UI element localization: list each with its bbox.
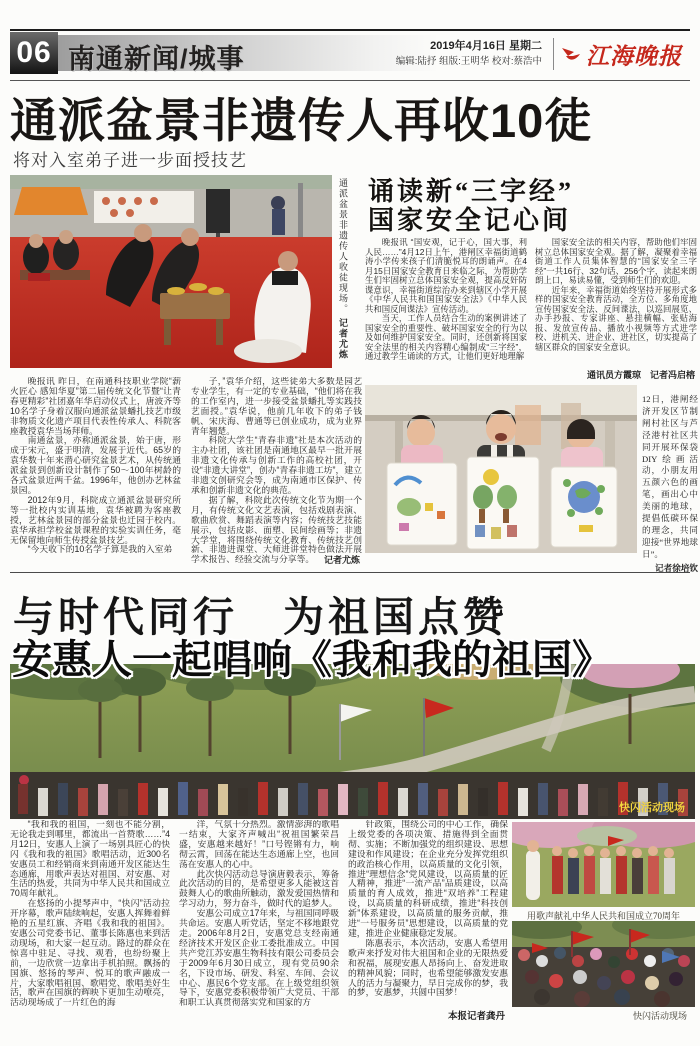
section-divider	[10, 572, 690, 573]
security-title-line1: 诵读新“三字经”	[368, 177, 575, 206]
group-photo-art	[10, 664, 695, 819]
kids-photo	[365, 385, 637, 553]
issue-date: 2019年4月16日 星期二	[430, 40, 542, 52]
lead-subhead: 将对入室弟子进一步面授技艺	[13, 151, 247, 170]
paragraph: 南通盆景，亦称通派盆景，始于唐，形成于宋元，盛于明清，发展于近代。65岁的袁华数十年来潜心研究盆景艺术，从传统通派盆景到创新设计制作了50～100年树龄的各式盆景近两千盆。1996年，他创办艺林盆景园。	[10, 435, 181, 495]
lead-byline: 记者尤炼	[323, 555, 360, 565]
lead-photo-credit: 记者尤炼	[338, 318, 348, 361]
lead-photo-caption	[337, 178, 350, 373]
security-byline: 通讯员方霞琼 记者冯启榕	[586, 370, 695, 380]
masthead	[560, 38, 688, 71]
tribute-photo-art	[512, 822, 695, 907]
flashmob-photo-art	[512, 921, 695, 1007]
group-photo	[10, 664, 695, 819]
masthead-title: 江海晚报	[586, 44, 682, 69]
earthday-credit: 记者徐培钦	[655, 562, 698, 573]
anhui-headline: 安惠人一起唱响《我和我的祖国》	[12, 638, 612, 682]
lead-photo-caption-text: 通派盆景非遗传人收徒现场。	[338, 178, 348, 315]
section-title: 南通新闻/城事	[68, 44, 245, 74]
paragraph: 科院大学生“青春非遗”社是本次活动的主办社团，该社团是南通地区最早一批开展非遗文化传承与创新工作的高校社团，开设“非遗大讲堂”，创办“青春非遗工坊”，建立非遗文创研究会等，成为南通市区保护、传承和创新非遗文化的典范。	[191, 435, 362, 495]
anhui-kicker: 与时代同行 为祖国点赞	[13, 594, 508, 640]
header-top-rule	[10, 29, 690, 31]
anhui-article	[10, 820, 508, 1040]
header-divider	[553, 38, 554, 70]
paragraph: “我和我的祖国，一刻也不能分割，无论我走到哪里，都流出一首赞歌……”4月12日，安惠人上演了一场别具匠心的快闪《我和我的祖国》歌唱活动，近300名安惠员工和经销商来到南通开发区能达生态通廊，用歌声表达对祖国、对安惠、对生活的热爱，共同为中华人民共和国成立70周年献礼。	[10, 820, 170, 899]
tribute-photo	[512, 822, 695, 907]
paragraph: 近年来，幸福街道始终坚持开展形式多样的国家安全教育活动，全方位、多角度地宣传国家安全法、反间谍法，以巡回展览、办手抄报、专家讲座、悬挂横幅、张贴海报、发放宣传品、播放小视频等方式进学校、进机关、进企业、进社区，切实提高了辖区群众的国家安全意识。	[535, 284, 697, 352]
kids-photo-art	[365, 385, 637, 553]
lead-column-2	[191, 377, 362, 565]
paragraph: “今天收下的10名学子算是我的入室弟	[27, 544, 173, 555]
paragraph: 晚报讯 “国安观，记于心，国大事，利人民……”4月12日上午，港闸区幸福街道鹤涛小学传来孩子们清脆悦耳的朗诵声。在4月15日国家安全教育日来临之际，为帮助学生们牢固树立总体国家安全观，提高反奸防谍意识，幸福街道综治办来到辖区小学开展《中华人民共和国国家安全法》《中华人民共和国反间谍法》宣传活动。	[365, 238, 527, 314]
paragraph: 在悠扬的小提琴声中，“快闪”活动拉开序幕，歌声陆续响起，安惠人挥舞着鲜艳的五星红旗、齐唱《我和我的祖国》。安惠公司党委书记、董事长陈惠也来到活动现场，和大家一起互动。路过的群众在惊喜中驻足、寻找、观看，也纷纷聚上前，一边欣赏一边拿出手机拍照。飘扬的国旗、悠扬的琴声、悦耳的歌声融成一片，大家歌唱祖国、歌唱党、歌唱美好生活，歌声在国旗的辉映下更加生动嘹亮，活动现场成了一片红色的海	[10, 898, 170, 1008]
lead-headline: 通派盆景非遗传人再收10徒	[10, 94, 593, 147]
security-article-title	[368, 177, 574, 235]
security-column-2	[535, 238, 697, 382]
header-meta	[396, 39, 542, 69]
paragraph: 当天，工作人员结合生动的案例讲述了国家安全的重要性、破坏国家安全的行为以及如何维护国家安全。同时，还创新将国家安全法里的相关内容精心编制成“三字经”，通过教学生诵读的方式，让他们更好地理解	[365, 313, 527, 361]
page-number: 06	[10, 32, 58, 74]
security-column-1	[365, 238, 527, 382]
anhui-column-3	[348, 820, 508, 1040]
paragraph: 陈惠表示，本次活动，安惠人希望用歌声来抒发对伟大祖国和企业的无限热爱和祝福，展现安惠人昂扬向上、奋发进取的精神风貌；同时，也希望能够激发安惠人的活力与凝聚力，早日完成你的梦，我的梦，安惠梦，共圆中国梦！	[348, 937, 508, 998]
flashmob-photo-caption: 快闪活动现场	[632, 1011, 687, 1021]
lead-column-1	[10, 377, 181, 565]
ceremony-photo-art	[10, 175, 332, 368]
paragraph: 2012年9月，科院成立通派盆景研究所等一批校内实训基地，袁华被聘为客座教授，艺林盆景园的部分盆景也迁园于校内。袁华承担学校盆景课程的实验实训任务，毫无保留地向师生传授盆景技艺。	[10, 494, 181, 545]
earthday-caption	[642, 394, 698, 572]
paragraph: 晚报讯 昨日，在南通科技职业学院“薪火匠心 感知华夏”第二届传统文化节暨“让青春更精彩”社团嘉年华启动仪式上，唐波齐等10名学子身着汉服向通派盆景蟠扎技艺市级非物质文化遗产项目代表性传承人、科院客座教授袁华当场拜师。	[10, 377, 181, 436]
paragraph: 针政策，围绕公司的中心工作，确保上级党委的各项决策、措施得到全面贯彻、实施；不断加强党的组织建设、思想建设和作风建设；在企业充分发挥党组织的政治核心作用，以高质量的文化引领，推进“理想信念”党风建设，以高质量的匠人精神，推进“一流产品”品质建设，以高质量的育人成效，推进“双培养”工程建设，以高质量的科研成绩，推进“科技创新”体系建设，以高质量的服务贡献，推进“一号服务员”思想建设，以高质量的党建，推进企业健康稳定发展。	[348, 820, 508, 938]
earthday-caption-text: 12日，港闸经济开发区节制闸村社区与芦泾港村社区共同开展环保袋DIY绘画活动，小朋友用五颜六色的画笔，画出心中美丽的地球，提倡低碳环保的理念，共同迎接“世界地球日”。	[642, 394, 698, 559]
paragraph: 安惠公司成立17年来，与祖国同呼吸共命运。安惠人听党话，坚定不移地跟党走。2006年8月2日，安惠党总支经南通经济技术开发区企业工委批准成立。中国共产党江苏安惠生物科技有限公司委员会于2009年6月30日成立，现有党员90余名，下设市场、研发、科室、车间、会议中心、惠民6个党支部。在上级党组织领导下，安惠党委积极带领广大党员、干部和职工认真贯彻落实党和国家的方	[179, 908, 339, 1008]
anhui-column-2	[179, 820, 339, 1040]
paragraph: 此次快闪活动总导演唐毅表示，筹备此次活动的目的，是希望更多人能被这首鼓舞人心的歌曲所触动，激发爱国热情和学习动力，努力奋斗，做时代的追梦人。	[179, 868, 339, 909]
tribute-photo-caption: 用歌声献礼中华人民共和国成立70周年	[526, 911, 680, 921]
anhui-column-1	[10, 820, 170, 1040]
masthead-bird-icon	[560, 44, 582, 66]
lead-article	[10, 377, 362, 565]
anhui-byline: 本报记者龚丹	[447, 1011, 505, 1022]
group-photo-overlay-caption: 快闪活动现场	[619, 802, 685, 814]
flashmob-photo	[512, 921, 695, 1007]
ceremony-photo	[10, 175, 332, 368]
staff-credits: 编辑:陆抒 组版:王明华 校对:蔡浩中	[395, 55, 542, 67]
security-article	[365, 238, 697, 382]
paragraph: 国家安全法的相关内容，帮助他们牢固树立总体国家安全观。据了解，凝聚着幸福街道工作人员集体智慧的“国家安全三字经”一共16行、32句话、256个字，读起来朗朗上口，易读易懂，受到师生们的欢迎。	[535, 238, 697, 285]
security-title-line2: 国家安全记心间	[368, 206, 572, 235]
paragraph: 据了解，科院此次传统文化节为期一个月，有传统文化文艺表演，包括戏剧表演、歌曲欣赏、舞蹈表演等内容；传统技艺技能展示，包括皮影、面塑、民间绘画等；非遗大学堂，将围绕传统文化教育、传统技艺创新、非遗进课堂、大师进讲堂特色做法开展学术报告、经验交流与分享等。	[191, 494, 362, 565]
paragraph: 子，”袁华介绍，这些徒弟大多数是园艺专业学生，有一定的专业基础，“他们将在我的工作室内，进一步接受盆景蟠扎等实践技艺面授。”袁华说，他前几年收下的弟子钱帆、宋庆海、曹通等已创业成功，成为业界青年翘楚。	[191, 377, 362, 436]
paragraph: 洋，气氛十分热烈。激情澎湃的歌唱一结束，大家齐声喊出“祝祖国繁荣昌盛，安惠越来越好！”口号铿锵有力，响彻云霄，回荡在能达生态通廊上空，也回荡在安惠人的心中。	[179, 820, 339, 869]
header-bottom-rule	[10, 80, 690, 81]
